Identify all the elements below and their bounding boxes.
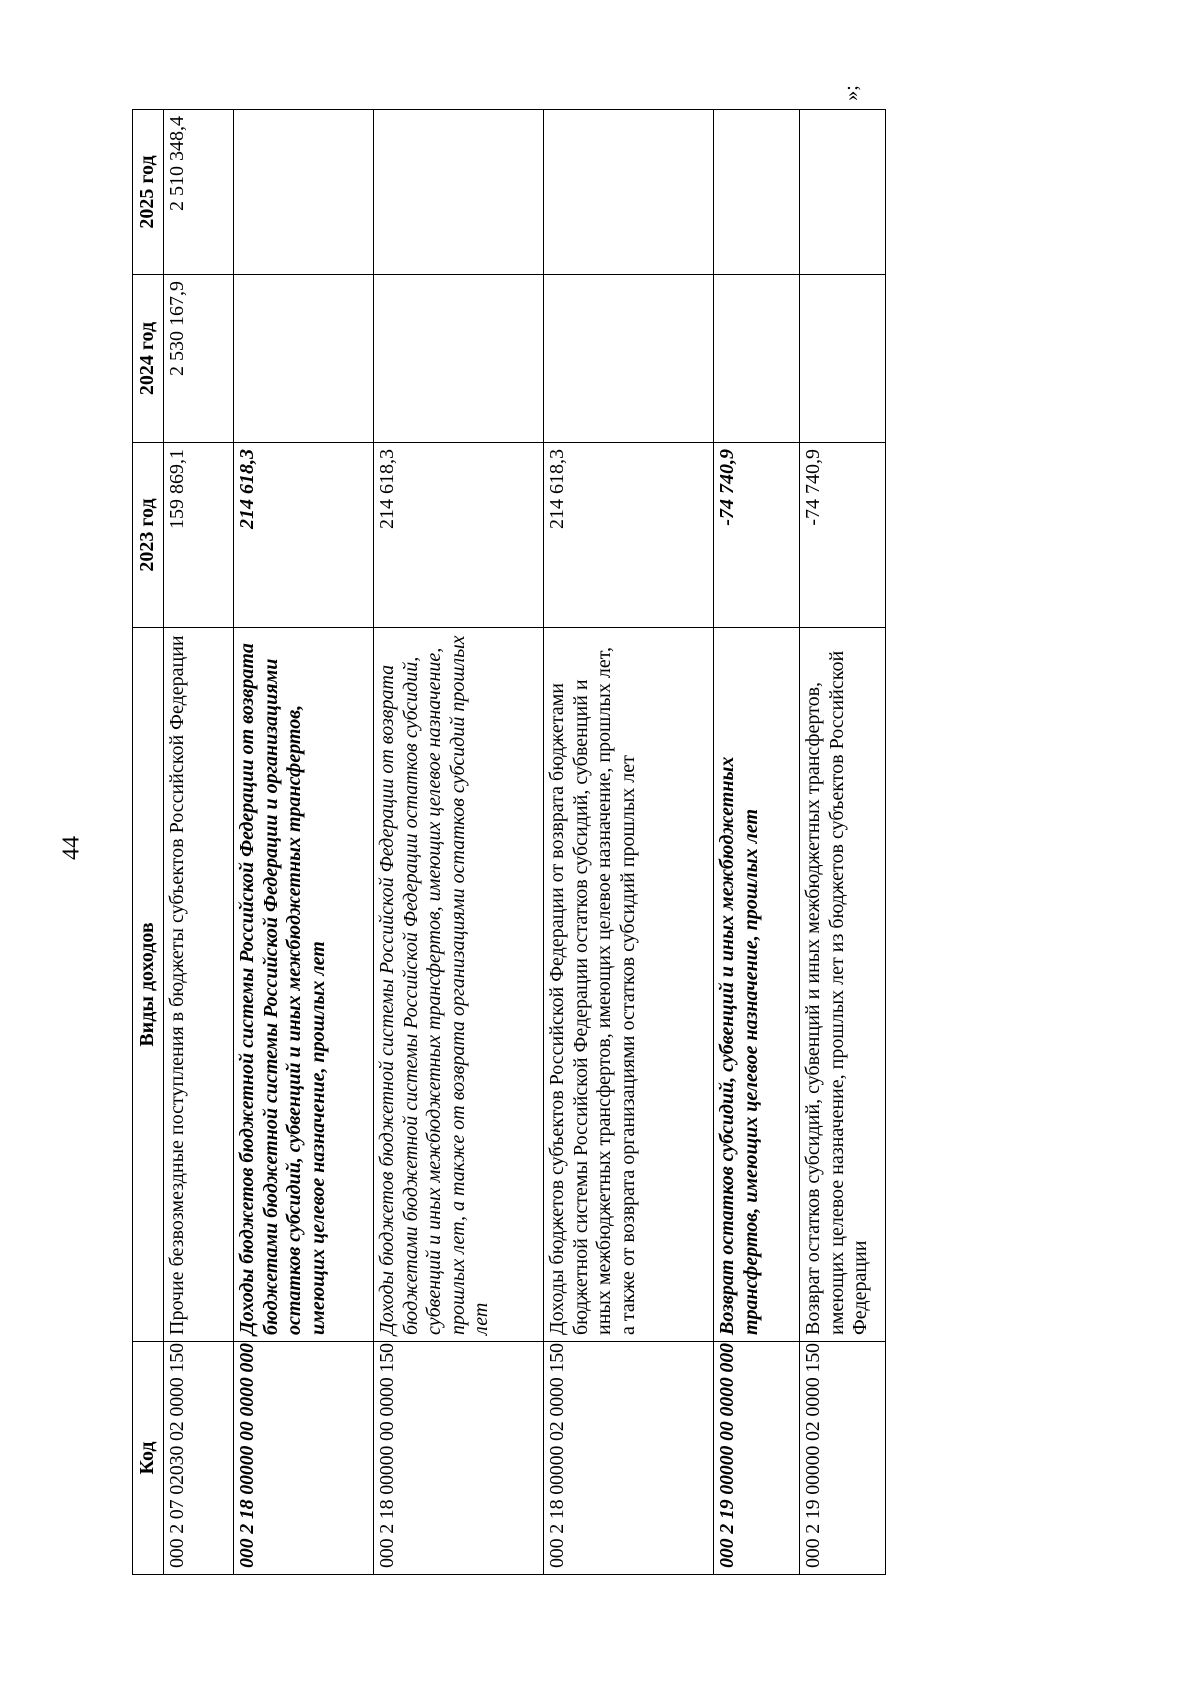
row-value-2025 bbox=[800, 110, 886, 275]
table-row bbox=[164, 110, 234, 1575]
row-description: Доходы бюджетов бюджетной системы Российской Федерации от возврата бюджетами бюджетной системы Российской Федерации остатков субсидий, субвенций и иных межбюджетных трансфертов, имеющих целевое назначение, прошлых лет, а также от возврата организациями остатков субсидий прошлых лет bbox=[374, 628, 544, 1342]
row-value-2023: 214 618,3 bbox=[374, 443, 544, 628]
table-row bbox=[800, 110, 886, 1575]
row-value-2023: 214 618,3 bbox=[544, 443, 714, 628]
row-value-2023: -74 740,9 bbox=[714, 443, 800, 628]
header-2025: 2025 год bbox=[133, 110, 164, 275]
row-value-2024 bbox=[714, 275, 800, 443]
row-value-2024 bbox=[800, 275, 886, 443]
table-row bbox=[234, 110, 374, 1575]
row-value-2024 bbox=[374, 275, 544, 443]
end-mark: »; bbox=[840, 85, 863, 101]
row-value-2025 bbox=[234, 110, 374, 275]
row-value-2024 bbox=[544, 275, 714, 443]
header-2023: 2023 год bbox=[133, 443, 164, 628]
row-value-2025 bbox=[714, 110, 800, 275]
row-code: 000 2 18 00000 00 0000 150 bbox=[374, 1342, 544, 1575]
row-value-2023: 159 869,1 bbox=[164, 443, 234, 628]
row-value-2024: 2 530 167,9 bbox=[164, 275, 234, 443]
row-code: 000 2 19 00000 00 0000 000 bbox=[714, 1342, 800, 1575]
rotated-table-wrapper bbox=[132, 110, 872, 1575]
revenue-table bbox=[132, 109, 886, 1575]
row-value-2024 bbox=[234, 275, 374, 443]
table-row bbox=[374, 110, 544, 1575]
row-code: 000 2 18 00000 02 0000 150 bbox=[544, 1342, 714, 1575]
row-code: 000 2 18 00000 00 0000 000 bbox=[234, 1342, 374, 1575]
header-revenue-type: Виды доходов bbox=[133, 628, 164, 1342]
row-value-2023: -74 740,9 bbox=[800, 443, 886, 628]
row-code: 000 2 19 00000 02 0000 150 bbox=[800, 1342, 886, 1575]
row-value-2025 bbox=[544, 110, 714, 275]
row-description: Доходы бюджетов субъектов Российской Федерации от возврата бюджетами бюджетной системы Российской Федерации остатков субсидий, субвенций и иных межбюджетных трансфертов, имеющих целевое назначение, прошлых лет, а также от возврата организациями остатков субсидий прошлых лет bbox=[544, 628, 714, 1342]
table-row bbox=[714, 110, 800, 1575]
row-code: 000 2 07 02030 02 0000 150 bbox=[164, 1342, 234, 1575]
row-description: Возврат остатков субсидий, субвенций и иных межбюджетных трансфертов, имеющих целевое назначение, прошлых лет из бюджетов субъектов Российской Федерации bbox=[800, 628, 886, 1342]
row-value-2023: 214 618,3 bbox=[234, 443, 374, 628]
header-code: Код bbox=[133, 1342, 164, 1575]
table-header-row bbox=[133, 110, 164, 1575]
page-number: 44 bbox=[58, 836, 85, 860]
row-description: Доходы бюджетов бюджетной системы Российской Федерации от возврата бюджетами бюджетной системы Российской Федерации и организациями остатков субсидий, субвенций и иных межбюджетных трансфертов, имеющих целевое назначение, прошлых лет bbox=[234, 628, 374, 1342]
row-description: Прочие безвозмездные поступления в бюджеты субъектов Российской Федерации bbox=[164, 628, 234, 1342]
row-description: Возврат остатков субсидий, субвенций и иных межбюджетных трансфертов, имеющих целевое назначение, прошлых лет bbox=[714, 628, 800, 1342]
table-row bbox=[544, 110, 714, 1575]
header-2024: 2024 год bbox=[133, 275, 164, 443]
row-value-2025 bbox=[374, 110, 544, 275]
row-value-2025: 2 510 348,4 bbox=[164, 110, 234, 275]
